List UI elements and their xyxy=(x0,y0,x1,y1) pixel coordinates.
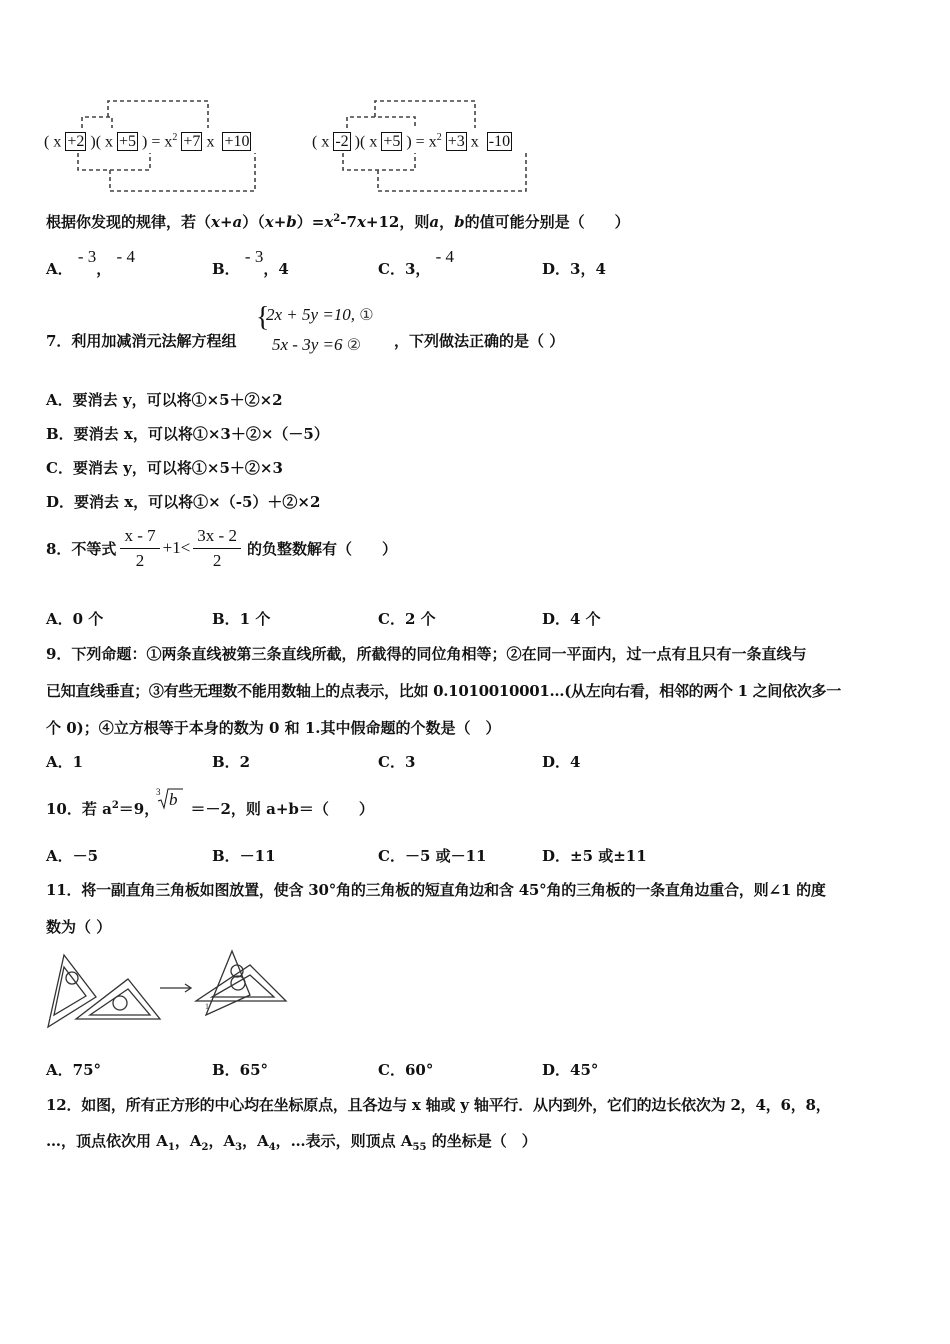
q6-option-b[interactable] xyxy=(212,247,289,279)
q10-stem xyxy=(46,798,374,819)
q9-option-d[interactable]: D．4 xyxy=(542,753,581,771)
q6-stem-part: ）= xyxy=(296,213,325,231)
q6-var: x xyxy=(324,213,334,231)
pattern-left-box3: +7 xyxy=(183,133,201,151)
q12-part: 的坐标是（ ） xyxy=(426,1132,537,1150)
q6-var: x+a xyxy=(211,213,243,231)
pattern-right-sq: 2 xyxy=(436,132,442,143)
q6-option-b-sep: ，4 xyxy=(263,260,289,278)
q11-angle-label: 1 xyxy=(205,1002,209,1011)
pattern-right-box3: +3 xyxy=(447,133,465,151)
pattern-equation-right xyxy=(312,132,512,151)
pattern-left-box2: +5 xyxy=(119,133,137,151)
q7-eq2-text: 5x - 3y =6 xyxy=(272,335,343,354)
q12-part: …，顶点依次用 A xyxy=(46,1132,168,1150)
pattern-left-sq: 2 xyxy=(172,132,178,143)
q7-eq2-mark: ② xyxy=(346,337,362,354)
q6-option-a-label: A． xyxy=(46,260,73,278)
pattern-right-open: ( x xyxy=(312,133,330,151)
q6-stem xyxy=(46,211,630,232)
q10-root-var: b xyxy=(169,790,178,809)
q12-subscript: 3 xyxy=(235,1142,243,1153)
pattern-right-eq: ) = x xyxy=(406,133,437,151)
q10-option-d[interactable]: D．±5 或±11 xyxy=(542,847,647,865)
q8-option-b[interactable]: B．1 个 xyxy=(212,610,271,628)
q6-option-b-label: B． xyxy=(212,260,240,278)
q9-line1: 9．下列命题：①两条直线被第三条直线所截，所截得的同位角相等；②在同一平面内，过一点有且只有一条直线与 xyxy=(46,645,807,663)
q7-eq2 xyxy=(272,335,361,355)
q9-line2: 已知直线垂直；③有些无理数不能用数轴上的点表示，比如 0.1010010001…(从左向右看，相邻的两个 1 之间依次多一 xyxy=(46,682,841,700)
pattern-left-open: ( x xyxy=(44,133,62,151)
q12-subscript: 55 xyxy=(412,1142,427,1153)
q6-option-a[interactable] xyxy=(46,247,135,279)
pattern-left-x: x xyxy=(206,133,215,151)
pattern-left-eq: ) = x xyxy=(142,133,173,151)
q6-var: x xyxy=(356,213,366,231)
q10-option-a[interactable]: A．－5 xyxy=(46,847,99,865)
q12-subscript: 2 xyxy=(201,1142,209,1153)
pattern-equation-left xyxy=(44,132,251,151)
q11-triangle-figure xyxy=(40,945,300,1035)
q12-line1: 12．如图，所有正方形的中心均在坐标原点，且各边与 x 轴或 y 轴平行．从内到外，它们的边长依次为 2，4，6，8， xyxy=(46,1096,831,1114)
pattern-left-box1: +2 xyxy=(67,133,85,151)
q8-fraction-left xyxy=(120,526,159,571)
triangle-30-right xyxy=(206,951,250,1015)
q10-root-index: 3 xyxy=(156,787,161,797)
q6-stem-part: 根据你发现的规律，若（ xyxy=(46,213,212,231)
q11-option-a[interactable]: A．75° xyxy=(46,1061,102,1079)
q6-stem-part: -7 xyxy=(340,213,357,231)
q8-middle: +1< xyxy=(162,538,191,557)
triangle-45-left xyxy=(76,979,160,1019)
q12-subscript: 1 xyxy=(167,1142,175,1153)
q8-option-d[interactable]: D．4 个 xyxy=(542,610,601,628)
q12-part: ，A xyxy=(242,1132,269,1150)
q12-part: ，A xyxy=(208,1132,236,1150)
q8-numerator-right: 3x - 2 xyxy=(193,526,241,549)
q6-var: x+b xyxy=(264,213,297,231)
q6-option-a-v2: - 4 xyxy=(116,247,135,266)
q11-option-c[interactable]: C．60° xyxy=(378,1061,434,1079)
q12-part: ，…表示，则顶点 A xyxy=(275,1132,413,1150)
triangle-hole-left-b xyxy=(113,996,127,1010)
q11-option-d[interactable]: D．45° xyxy=(542,1061,599,1079)
q6-option-c[interactable] xyxy=(378,247,455,279)
q10-option-b[interactable]: B．－11 xyxy=(212,847,276,865)
q6-exponent: 2 xyxy=(333,213,341,224)
q7-option-a[interactable]: A．要消去 y，可以将①×5＋②×2 xyxy=(46,391,283,409)
q12-subscript: 4 xyxy=(268,1142,276,1153)
triangle-hole-right-b xyxy=(231,976,245,990)
q8-option-a[interactable]: A．0 个 xyxy=(46,610,104,628)
pattern-right-box4: -10 xyxy=(488,133,511,151)
q10-stem-part: ＝9， xyxy=(118,800,160,818)
pattern-left-box4: +10 xyxy=(224,133,250,151)
pattern-left-mid: )( x xyxy=(90,133,114,151)
q7-eq1-text: 2x + 5y =10, xyxy=(266,305,356,324)
q6-var: a xyxy=(429,213,440,231)
pattern-right-box2: +5 xyxy=(383,133,401,151)
q10-option-c[interactable]: C．－5 或－11 xyxy=(378,847,487,865)
q6-option-a-sep: ， xyxy=(96,260,112,278)
q10-stem-part: 10．若 a xyxy=(46,800,112,818)
q7-option-d[interactable]: D．要消去 x，可以将①×（-5）＋②×2 xyxy=(46,493,321,511)
q12-part: ，A xyxy=(174,1132,202,1150)
q7-eq1 xyxy=(266,305,374,325)
q6-option-d-label: D．3，4 xyxy=(542,260,606,278)
q8-denominator-right: 2 xyxy=(212,550,222,570)
q6-option-c-label: C．3， xyxy=(378,260,431,278)
q9-option-c[interactable]: C．3 xyxy=(378,753,416,771)
q6-stem-part: 的值可能分别是（ ） xyxy=(464,213,630,231)
q6-option-c-v1: - 4 xyxy=(435,247,455,266)
triangle-30-left-inner xyxy=(54,967,86,1015)
q7-stem-end: ，下列做法正确的是（ ） xyxy=(394,332,565,350)
q12-line2 xyxy=(46,1130,537,1153)
q6-stem-part: ， xyxy=(439,213,455,231)
pattern-right-box1: -2 xyxy=(335,133,349,151)
q8-denominator-left: 2 xyxy=(135,550,145,570)
q7-eq1-mark: ① xyxy=(359,307,374,324)
q11-option-b[interactable]: B．65° xyxy=(212,1061,269,1079)
q8-fraction-right xyxy=(193,526,241,571)
pattern-right-x: x xyxy=(470,133,479,151)
q8-stem-end: 的负整数解有（ ） xyxy=(246,539,397,558)
q8-stem xyxy=(46,524,397,572)
q11-line2: 数为（ ） xyxy=(46,918,112,936)
q6-var: b xyxy=(454,213,465,231)
q10-exponent: 2 xyxy=(111,800,119,811)
q7-option-b[interactable]: B．要消去 x，可以将①×3＋②×（－5） xyxy=(46,425,329,443)
q9-line3: 个 0)；④立方根等于本身的数为 0 和 1.其中假命题的个数是（ ） xyxy=(46,719,501,737)
q7-option-c[interactable]: C．要消去 y，可以将①×5＋②×3 xyxy=(46,459,283,477)
q9-option-a[interactable]: A．1 xyxy=(46,753,84,771)
q8-option-c[interactable]: C．2 个 xyxy=(378,610,436,628)
q11-line1: 11．将一副直角三角板如图放置，使含 30°角的三角板的短直角边和含 45°角的三角板的一条直角边重合，则∠1 的度 xyxy=(46,881,826,899)
q6-option-b-v1: - 3 xyxy=(244,247,264,266)
q9-option-b[interactable]: B．2 xyxy=(212,753,251,771)
q6-stem-part: +12，则 xyxy=(365,213,430,231)
triangle-30-left xyxy=(48,955,96,1027)
q6-option-a-v1: - 3 xyxy=(77,247,97,266)
q7-stem: 7．利用加减消元法解方程组 xyxy=(46,332,237,350)
q10-stem-part: ＝－2，则 a+b＝（ ） xyxy=(190,800,374,818)
q7-brace: { xyxy=(256,302,270,333)
q6-option-d[interactable] xyxy=(542,258,606,279)
q8-numerator-left: x - 7 xyxy=(120,526,159,549)
q8-stem-text: 8．不等式 xyxy=(46,539,117,558)
q6-stem-part: ）（ xyxy=(242,213,265,231)
pattern-right-mid: )( x xyxy=(354,133,378,151)
